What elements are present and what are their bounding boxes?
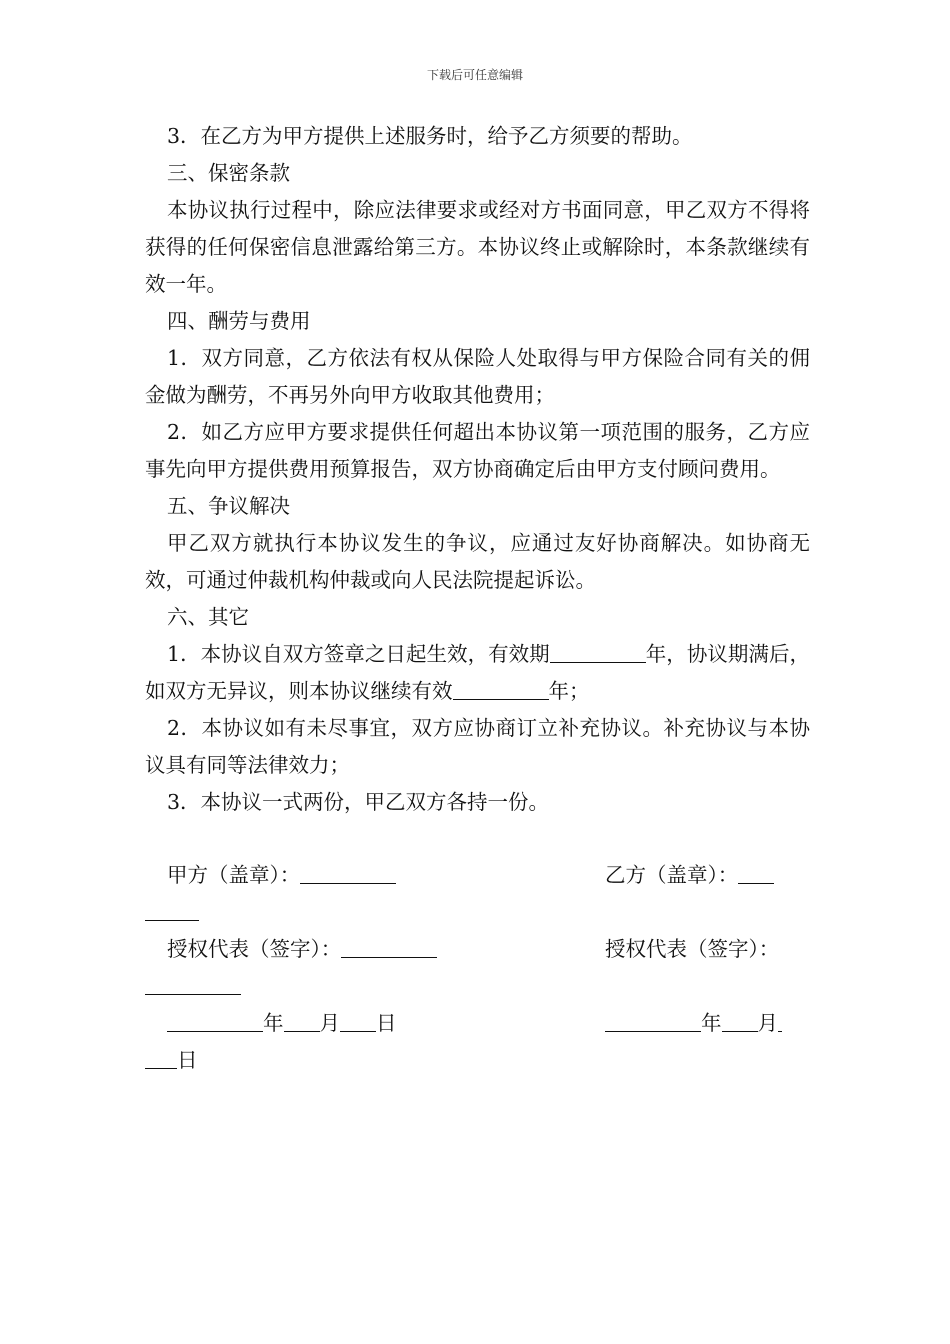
party-b-rep-blank[interactable] — [145, 970, 241, 995]
renewal-years-blank[interactable] — [453, 675, 549, 700]
validity-years-blank[interactable] — [550, 638, 646, 663]
party-b-month-blank[interactable] — [722, 1007, 758, 1032]
party-b-date-cont — [145, 1042, 198, 1079]
party-a-date — [167, 1005, 397, 1042]
party-b-day-blank[interactable] — [778, 1007, 782, 1032]
party-a-month-blank[interactable] — [284, 1007, 320, 1032]
fees-clause-1: 1．双方同意，乙方依法有权从保险人处取得与甲方保险合同有关的佣金做为酬劳，不再另外向甲方收取其他费用； — [145, 346, 810, 407]
date-row — [145, 1005, 810, 1079]
other-clause-1-part3: 年； — [548, 679, 590, 703]
party-a-seal-blank[interactable] — [300, 859, 396, 884]
dispute-text: 甲乙双方就执行本协议发生的争议，应通过友好协商解决。如协商无效，可通过仲裁机构仲裁或向人民法院提起诉讼。 — [145, 531, 810, 592]
section-heading-confidentiality: 三、保密条款 — [167, 161, 290, 185]
party-b-seal-blank[interactable] — [738, 859, 774, 884]
other-clause-2: 2．本协议如有未尽事宜，双方应协商订立补充协议。补充协议与本协议具有同等法律效力； — [145, 716, 810, 777]
spacer — [145, 821, 810, 857]
section-heading-dispute: 五、争议解决 — [167, 494, 290, 518]
party-b-seal-blank-cont — [145, 894, 199, 931]
confidentiality-text: 本协议执行过程中，除应法律要求或经对方书面同意，甲乙双方不得将获得的任何保密信息泄露给第三方。本协议终止或解除时，本条款继续有效一年。 — [145, 198, 810, 296]
page-header: 下载后可任意编辑 — [426, 68, 523, 82]
party-b-rep — [605, 931, 779, 968]
party-b-year-label: 年 — [701, 1011, 722, 1035]
clause-3-3: 3．在乙方为甲方提供上述服务时，给予乙方须要的帮助。 — [167, 124, 693, 148]
party-a-month-label: 月 — [319, 1011, 340, 1035]
other-clause-1 — [145, 636, 810, 710]
party-a-rep-blank[interactable] — [341, 933, 437, 958]
party-b-day-blank-continued[interactable] — [145, 1044, 177, 1069]
party-a-year-blank[interactable] — [167, 1007, 263, 1032]
party-b-seal — [605, 857, 774, 894]
other-clause-3: 3．本协议一式两份，甲乙双方各持一份。 — [167, 790, 550, 814]
seal-row — [145, 857, 810, 931]
party-b-seal-blank-continued[interactable] — [145, 896, 199, 921]
party-b-rep-label: 授权代表（签字）： — [605, 937, 780, 961]
document-body — [145, 118, 810, 1079]
section-heading-fees: 四、酬劳与费用 — [167, 309, 311, 333]
other-clause-1-part1: 1．本协议自双方签章之日起生效，有效期 — [167, 642, 550, 666]
party-b-day-label: 日 — [177, 1048, 198, 1072]
party-a-day-blank[interactable] — [340, 1007, 376, 1032]
party-b-seal-label: 乙方（盖章）： — [605, 863, 739, 887]
party-a-rep — [167, 931, 437, 968]
other-clause-1-part2: 年，协议期满后，如双方无异议，则本协议继续有效 — [145, 642, 811, 703]
representative-row — [145, 931, 810, 1005]
fees-clause-2: 2．如乙方应甲方要求提供任何超出本协议第一项范围的服务，乙方应事先向甲方提供费用预算报告，双方协商确定后由甲方支付顾问费用。 — [145, 420, 810, 481]
party-a-year-label: 年 — [263, 1011, 284, 1035]
party-a-rep-label: 授权代表（签字）： — [167, 937, 342, 961]
section-heading-other: 六、其它 — [167, 605, 249, 629]
party-b-rep-blank-cont — [145, 968, 241, 1005]
party-b-date — [605, 1005, 782, 1042]
party-b-month-label: 月 — [757, 1011, 778, 1035]
party-a-seal — [167, 857, 396, 894]
party-a-day-label: 日 — [376, 1011, 397, 1035]
party-a-seal-label: 甲方（盖章）： — [167, 863, 301, 887]
party-b-year-blank[interactable] — [605, 1007, 701, 1032]
